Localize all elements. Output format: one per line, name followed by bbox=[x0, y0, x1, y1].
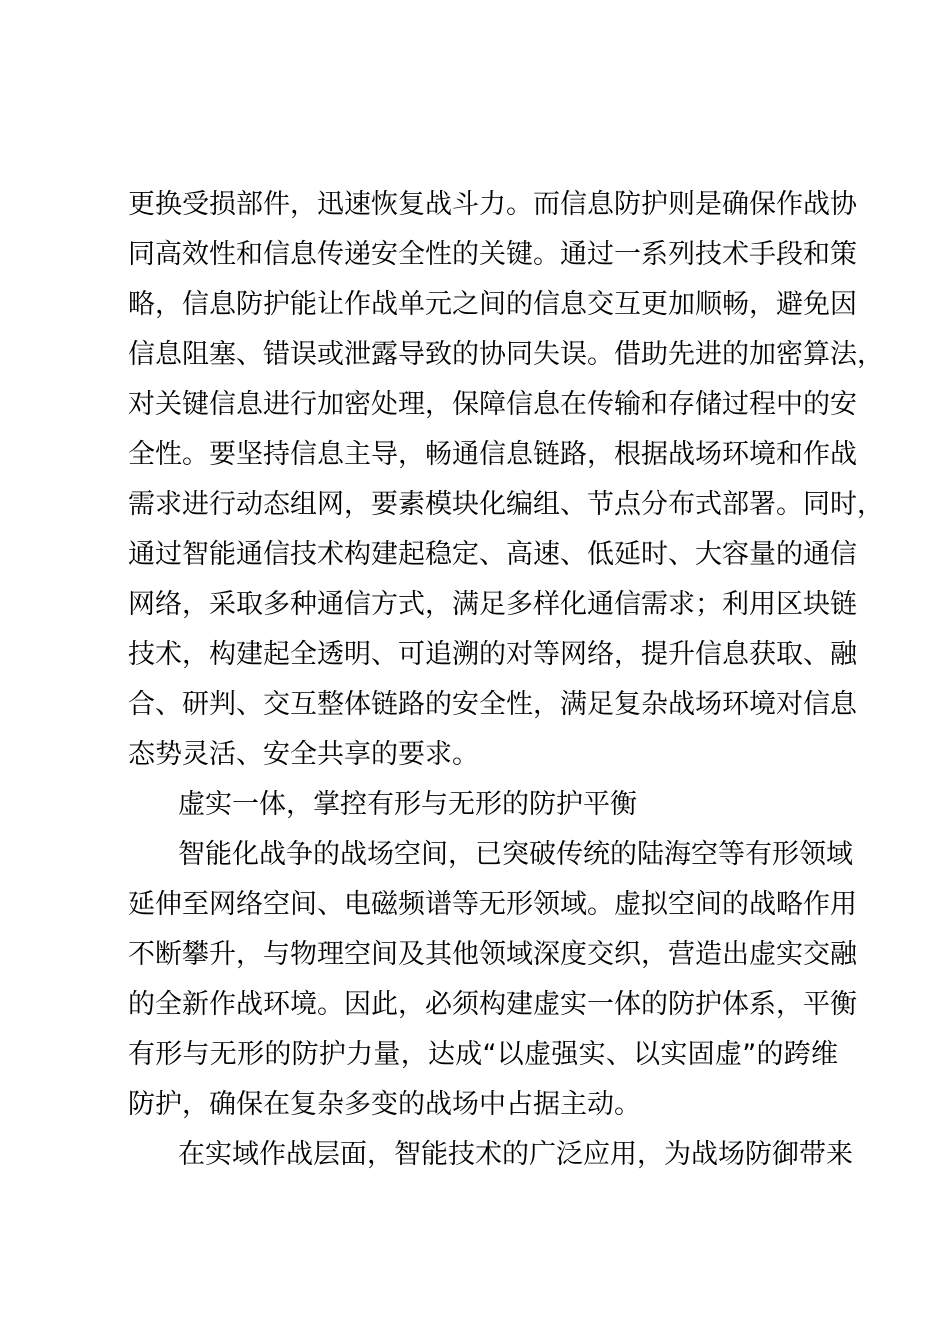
text-line-1: 更换受损部件，迅速恢复战斗力。而信息防护则是确保作战协 bbox=[128, 189, 857, 220]
text-line-2: 同高效性和信息传递安全性的关键。通过一系列技术手段和策 bbox=[128, 239, 857, 270]
text-line-5: 对关键信息进行加密处理，保障信息在传输和存储过程中的安 bbox=[128, 389, 857, 420]
text-line-3: 略，信息防护能让作战单元之间的信息交互更加顺畅，避免因 bbox=[128, 289, 857, 320]
text-line-16: 不断攀升，与物理空间及其他领域深度交织，营造出虚实交融 bbox=[128, 939, 857, 970]
text-line-6: 全性。要坚持信息主导，畅通信息链路，根据战场环境和作战 bbox=[128, 439, 857, 470]
text-line-14: 智能化战争的战场空间，已突破传统的陆海空等有形领域 bbox=[178, 839, 853, 870]
text-line-8: 通过智能通信技术构建起稳定、高速、低延时、大容量的通信 bbox=[128, 539, 857, 570]
text-line-11: 合、研判、交互整体链路的安全性，满足复杂战场环境对信息 bbox=[128, 689, 857, 720]
text-line-9: 网络，采取多种通信方式，满足多样化通信需求；利用区块链 bbox=[128, 589, 857, 620]
text-line-7: 需求进行动态组网，要素模块化编组、节点分布式部署。同时， bbox=[128, 489, 884, 520]
text-line-20: 在实域作战层面，智能技术的广泛应用，为战场防御带来 bbox=[178, 1139, 853, 1170]
text-line-17: 的全新作战环境。因此，必须构建虚实一体的防护体系，平衡 bbox=[128, 989, 857, 1020]
text-line-12: 态势灵活、安全共享的要求。 bbox=[128, 739, 479, 770]
text-line-18: 有形与无形的防护力量，达成“以虚强实、以实固虚”的跨维 bbox=[128, 1039, 838, 1070]
text-line-4: 信息阻塞、错误或泄露导致的协同失误。借助先进的加密算法， bbox=[128, 339, 884, 370]
text-line-19: 防护，确保在复杂多变的战场中占据主动。 bbox=[128, 1089, 641, 1120]
section-heading: 虚实一体，掌控有形与无形的防护平衡 bbox=[178, 789, 637, 820]
text-line-10: 技术，构建起全透明、可追溯的对等网络，提升信息获取、融 bbox=[128, 639, 857, 670]
body-text bbox=[128, 180, 884, 1180]
text-line-15: 延伸至网络空间、电磁频谱等无形领域。虚拟空间的战略作用 bbox=[128, 889, 857, 920]
